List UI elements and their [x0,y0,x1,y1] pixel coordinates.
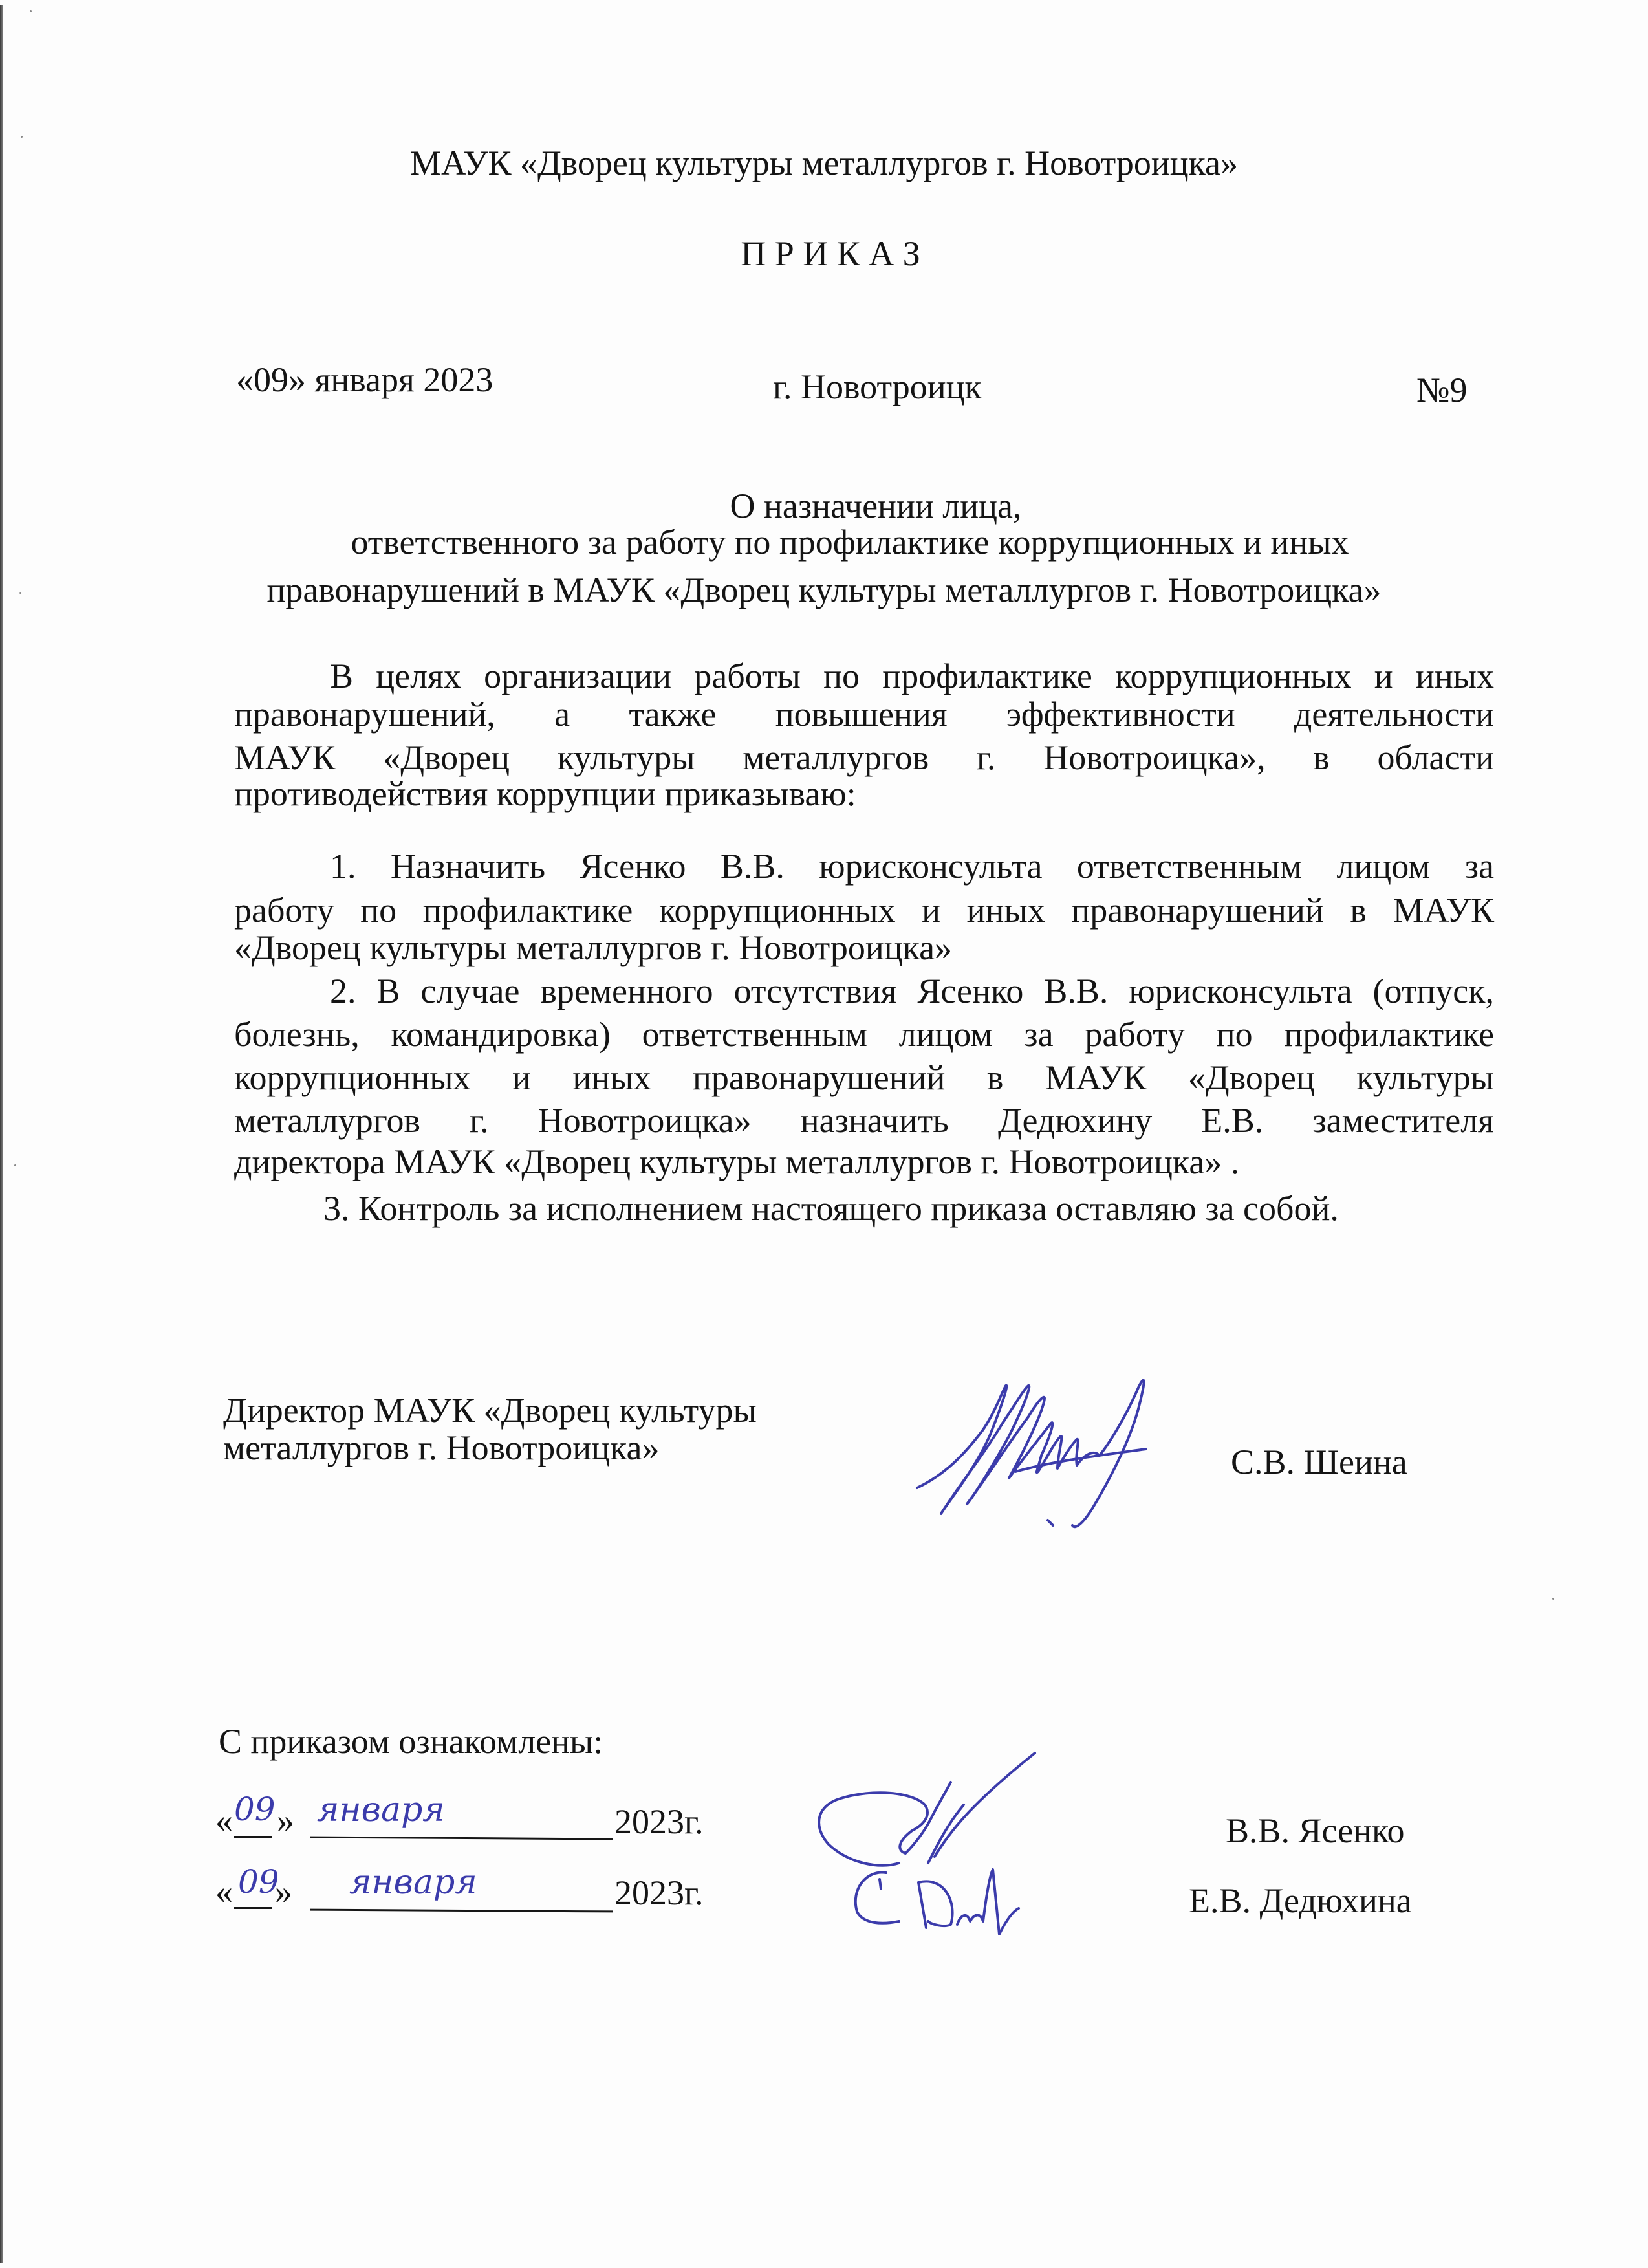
body-line: коррупционных и иных правонарушений в МАУК «Дворец культуры [234,1058,1494,1097]
date-year: 2023г. [614,1873,704,1912]
body-line: работу по профилактике коррупционных и иных правонарушений в МАУК [234,891,1494,930]
acknowledger-name: Е.В. Дедюхина [1189,1881,1412,1920]
body-line: правонарушений, а также повышения эффективности деятельности [234,695,1494,734]
day-underline [234,1836,272,1838]
signatory-position-line-2: металлургов г. Новотроицка» [223,1428,660,1467]
day-underline [234,1907,272,1909]
subject-line-2: ответственного за работу по профилактике коррупционных и иных [351,523,1349,562]
order-date: «09» января 2023 [236,360,493,399]
scan-speck [21,136,23,138]
item-3-paragraph: 3. Контроль за исполнением настоящего приказа оставляю за собой. [323,1189,1339,1228]
body-line: болезнь, командировка) ответственным лицом за работу по профилактике [234,1015,1494,1054]
body-line: металлургов г. Новотроицка» назначить Дедюхину Е.В. заместителя [234,1101,1494,1140]
scan-speck [1552,1598,1554,1600]
subject-line-1: О назначении лица, [730,486,1022,525]
date-open-quote: « [215,1801,233,1840]
order-number: №9 [1416,371,1468,409]
handwritten-month: января [349,1863,477,1902]
handwritten-month: января [317,1791,445,1829]
month-underline [310,1837,613,1840]
body-line: 2. В случае временного отсутствия Ясенко В.В. юрисконсульта (отпуск, [330,972,1494,1010]
order-city: г. Новотроицк [773,367,982,406]
body-line: 1. Назначить Ясенко В.В. юрисконсульта ответственным лицом за [330,847,1494,886]
organization-header: МАУК «Дворец культуры металлургов г. Новотроицка» [409,144,1239,182]
handwritten-day: 09 [234,1791,276,1828]
acknowledgement-title: С приказом ознакомлены: [219,1722,603,1761]
date-open-quote: « [215,1872,233,1911]
body-line: «Дворец культуры металлургов г. Новотроицка» [234,928,953,967]
date-close-quote: » [277,1801,294,1840]
scan-edge [0,5,3,2263]
document-type-title: П Р И К А З [741,234,920,273]
month-underline [310,1909,613,1913]
body-line: противодействия коррупции приказываю: [234,774,856,813]
body-line: В целях организации работы по профилактике коррупционных и иных [330,657,1494,695]
scan-speck [14,1164,16,1166]
signatory-position-line-1: Директор МАУК «Дворец культуры [223,1391,757,1430]
date-year: 2023г. [614,1802,704,1841]
body-line: МАУК «Дворец культуры металлургов г. Новотроицка», в области [234,738,1494,777]
body-line: директора МАУК «Дворец культуры металлургов г. Новотроицка» . [234,1142,1240,1181]
acknowledger-name: В.В. Ясенко [1226,1811,1405,1850]
scan-speck [30,10,32,12]
handwritten-day: 09 [238,1863,279,1901]
subject-line-3: правонарушений в МАУК «Дворец культуры металлургов г. Новотроицка» [266,571,1382,609]
date-close-quote: » [275,1872,292,1911]
dedyukhina-signature [847,1863,1067,1947]
director-signature [905,1358,1177,1553]
signatory-name: С.В. Шеина [1231,1443,1407,1481]
